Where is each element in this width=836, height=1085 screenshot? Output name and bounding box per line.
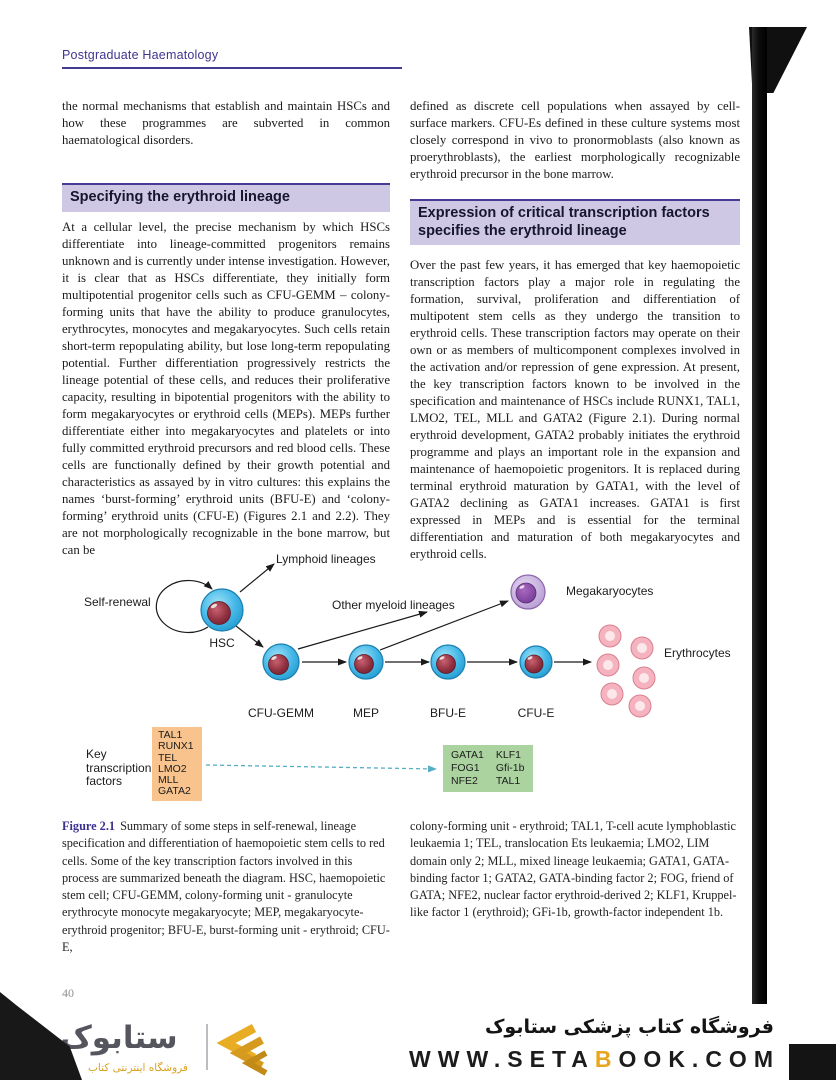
factor-item: FOG1 [451, 762, 480, 774]
factor-item: LMO2 [158, 762, 187, 775]
hsc-cell [201, 589, 243, 631]
factor-item: TEL [158, 751, 178, 764]
label-hsc: HSC [209, 636, 235, 650]
label-lymphoid-lineages: Lymphoid lineages [276, 552, 376, 566]
factor-item: GATA1 [451, 749, 484, 761]
paragraph-section2-body: Over the past few years, it has emerged that key haemopoietic transcription factors play a major role in regulating the formation, survival, proliferation and differentiation of multipotent stem cells as they undergo the transition to erythroid cells. These transcription factors may operate on their own or as members of multicomponent complexes involved in the activation and/or repression of gene expression. At present, the key transcription factors known to be involved in the specification and maintenance of HSCs include RUNX1, TAL1, LMO2, TEL, MLL and GATA2 (Figure 2.1). During normal erythroid development, GATA2 probably initiates the erythroid programme and plays an important role in the expansion and maintenance of haemopoietic progenitors. It is replaced during terminal erythroid maturation by GATA1, with the level of GATA2 declining as GATA1 increases. GATA1 is first expressed in MEPs and is essential for the terminal differentiation and maturation of both megakaryocytes and erythroid cells. [410, 258, 740, 561]
scan-artifact-right-edge [752, 27, 767, 1004]
bfu-e-cell [431, 645, 465, 679]
store-title-persian: فروشگاه کتاب پزشکی ستابوک [484, 1016, 774, 1038]
section-heading-line2: specifies the erythroid lineage [418, 222, 627, 239]
hsc-transcription-factor-box [152, 727, 202, 801]
factor-item: RUNX1 [158, 740, 194, 753]
label-self-renewal: Self-renewal [84, 595, 151, 609]
factor-item: Gfi-1b [495, 762, 525, 774]
section-heading-expression-transcription-factors [410, 199, 740, 245]
paragraph-left-intro: the normal mechanisms that establish and maintain HSCs and how these programmes are subverted in common haematological disorders. [62, 99, 390, 147]
setabook-logo-wordmark: ستابوک [60, 1020, 178, 1056]
setabook-chevron-logo-icon [216, 1022, 270, 1085]
erythrocyte-cells [597, 625, 655, 717]
scan-artifact-bottom-right [789, 1044, 836, 1080]
dashed-arrow-factors [206, 765, 436, 769]
section-heading-text: Specifying the erythroid lineage [70, 189, 290, 205]
cfu-gemm-cell [263, 644, 299, 680]
figure-2-1-diagram [60, 548, 776, 816]
megakaryocyte-cell [511, 575, 545, 609]
paragraph-right-intro: defined as discrete cell populations when assayed by cell-surface markers. CFU-Es defined in these culture systems most closely correspond in vivo to pronormoblasts (also known as proerythroblasts), the earliest morphologically recognizable erythroid precursor in the bone marrow. [410, 99, 740, 181]
factor-item: TAL1 [495, 775, 521, 787]
factor-item: NFE2 [451, 775, 478, 787]
store-url: WWW.SETABOOK.COM [409, 1046, 780, 1072]
arrow-hsc-to-lymphoid [240, 564, 274, 592]
arrow-cfugemm-to-myeloid [298, 612, 427, 649]
mep-cell [349, 645, 383, 679]
label-cfu-e: CFU-E [517, 706, 555, 720]
label-other-myeloid-lineages: Other myeloid lineages [332, 598, 455, 612]
logo-divider [206, 1024, 208, 1070]
paragraph-section1-body: At a cellular level, the precise mechanism by which HSCs differentiate into lineage-committed progenitors remains unknown and is currently under intense investigation. However, it is clear that as HSCs differentiate, they initially form multipotential progenitor cells such as CFU-GEMM – colony-forming units that have the ability to produce granulocytes, erythrocytes, monocytes and megakaryocytes. Such cells retain short-term repopulating ability, but lose long-term repopulating potential. Further differentiation progressively restricts the lineage potential of these cells, and reduces their proliferative capacity, resulting in bipotential progenitors with the ability to form megakaryocytes or erythroid cells (MEPs). MEPs further differentiate either into megakaryocytes and platelets or into fully committed erythroid precursors and red blood cells. These cells are functionally defined by their growth potential and characteristics as assayed by in vitro cultures: this explains the names ‘burst-forming’ erythroid units (BFU-E) and ‘colony-forming’ erythroid units (CFU-E) (Figures 2.1 and 2.2). They are not morphologically recognizable in the bone marrow, but can be [62, 220, 390, 557]
factor-column-1 [451, 749, 484, 788]
section-heading-line1: Expression of critical transcription factors [418, 205, 710, 221]
cfu-e-cell [520, 646, 552, 678]
logo-subtitle: فروشگاه اینترنتی کتاب [88, 1062, 188, 1074]
figure-number-label: Figure 2.1 [62, 819, 116, 833]
factor-item: MLL [158, 774, 179, 787]
figure-caption-right: colony-forming unit - erythroid; TAL1, T-cell acute lymphoblastic leukaemia 1; TEL, translocation Ets leukaemia; LMO2, LIM domain only 2; MLL, mixed lineage leukaemia; GATA1, GATA-binding factor 1; GATA2, GATA-binding factor 2; FOG, friend of GATA; NFE2, nuclear factor erythroid-derived 2; KLF1, Kruppel-like factor 1 (erythroid); GFi-1b, growth-factor independent 1b. [410, 819, 737, 920]
running-head-rule [62, 67, 402, 69]
label-cfu-gemm: CFU-GEMM [248, 706, 314, 720]
factor-item: KLF1 [495, 749, 521, 761]
erythroid-transcription-factor-box [443, 745, 533, 792]
label-megakaryocytes: Megakaryocytes [566, 584, 654, 598]
label-erythrocytes: Erythrocytes [664, 646, 731, 660]
page-number: 40 [62, 986, 74, 1000]
running-head: Postgraduate Haematology [62, 48, 219, 62]
factor-column-2 [496, 749, 525, 788]
section-heading-specifying-erythroid-lineage [62, 183, 390, 212]
figure-caption-text-left: Summary of some steps in self-renewal, lineage specification and differentiation of haemopoietic stem cells to red cells. Some of the key transcription factors involved in this process are summarized beneath the diagram. HSC, haemopoietic stem cell; CFU-GEMM, colony-forming unit - granulocyte erythrocyte monocyte megakaryocyte; MEP, megakaryocyte-erythroid progenitor; BFU-E, burst-forming unit - erythroid; CFU-E, [62, 819, 390, 955]
url-gold-letter: B [594, 1046, 619, 1072]
figure-caption-left [62, 818, 392, 956]
label-bfu-e: BFU-E [430, 706, 466, 720]
label-key-transcription-factors: Key transcription factors [86, 747, 152, 788]
label-mep: MEP [352, 706, 379, 720]
factor-item: GATA2 [158, 785, 191, 798]
factor-item: TAL1 [158, 729, 183, 741]
